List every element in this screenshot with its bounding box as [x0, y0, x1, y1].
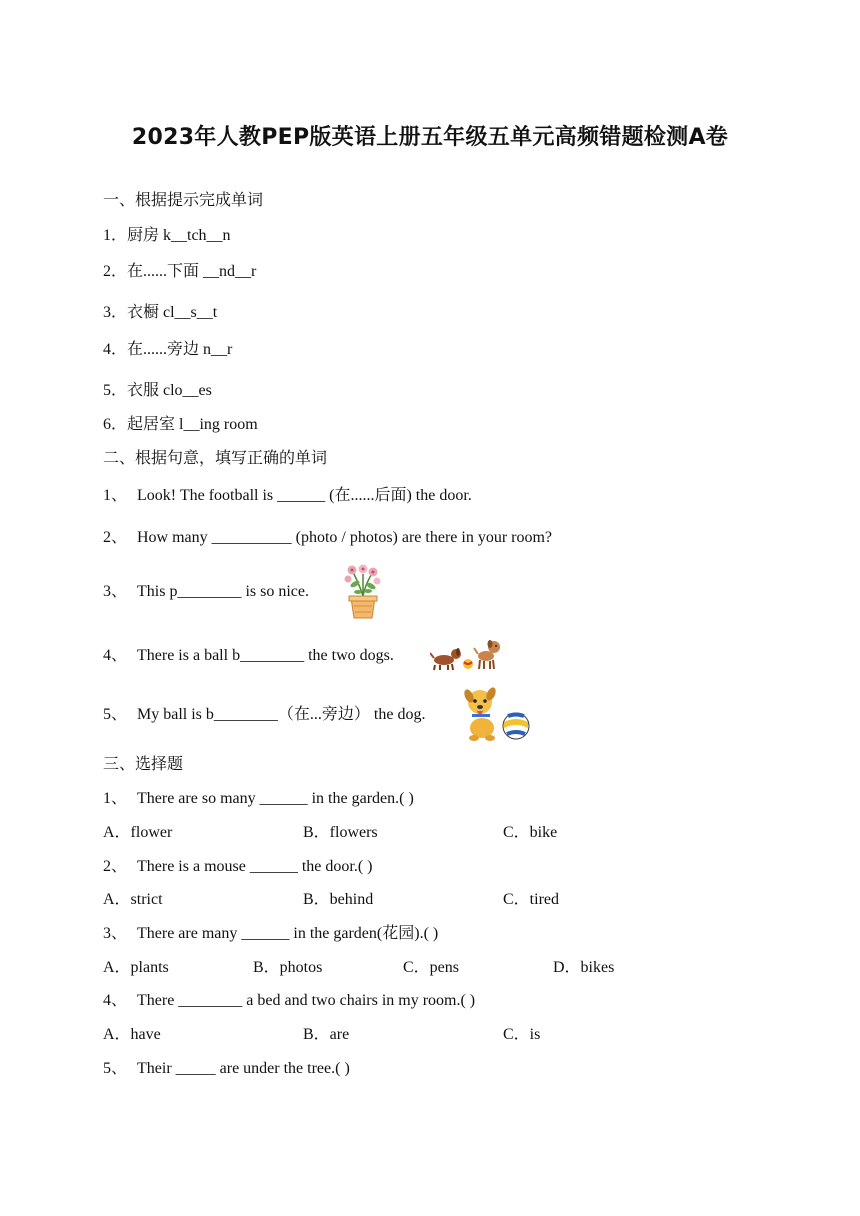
- option-b: B．photos: [253, 959, 323, 976]
- option-d: D．bikes: [553, 959, 615, 976]
- fill-item: [103, 704, 425, 726]
- item-number: 3、: [103, 583, 128, 600]
- choice-question: [103, 1058, 350, 1080]
- option-c: C．is: [503, 1026, 541, 1043]
- option-b: B．are: [303, 1026, 350, 1043]
- question-number: 1、: [103, 790, 128, 807]
- question-text: There ________ a bed and two chairs in my room.( ): [137, 992, 476, 1009]
- word-item: 1．厨房 k__tch__n: [103, 227, 231, 244]
- word-item: 4．在......旁边 n__r: [103, 341, 233, 358]
- item-text: This p________ is so nice.: [137, 583, 309, 600]
- dog-with-ball-icon: [460, 686, 532, 744]
- page-title: 2023年人教PEP版英语上册五年级五单元高频错题检测A卷: [131, 125, 729, 150]
- question-number: 3、: [103, 925, 128, 942]
- item-number: 2、: [103, 529, 128, 546]
- question-number: 4、: [103, 992, 128, 1009]
- option-b: B．behind: [303, 891, 374, 908]
- item-number: 1、: [103, 487, 128, 504]
- fill-item: [103, 645, 394, 667]
- item-text: There is a ball b________ the two dogs.: [137, 647, 394, 664]
- choice-question: [103, 788, 414, 810]
- option-a: A．flower: [103, 824, 173, 841]
- question-number: 2、: [103, 858, 128, 875]
- question-text: There are many ______ in the garden(花园).( ): [137, 925, 439, 942]
- word-item: 2．在......下面 __nd__r: [103, 263, 257, 280]
- option-a: A．plants: [103, 959, 169, 976]
- section2-heading: 二、根据句意，填写正确的单词: [103, 450, 328, 467]
- item-text: How many __________ (photo / photos) are there in your room?: [137, 529, 553, 546]
- section3-heading: 三、选择题: [103, 756, 184, 773]
- item-number: 5、: [103, 706, 128, 723]
- flower-pot-icon: [340, 560, 386, 622]
- fill-item: [103, 527, 552, 549]
- item-text: My ball is b________（在...旁边） the dog.: [137, 706, 426, 723]
- option-c: C．pens: [403, 959, 460, 976]
- choice-question: [103, 856, 373, 878]
- word-item: 3．衣橱 cl__s__t: [103, 304, 218, 321]
- word-item: 5．衣服 clo__es: [103, 382, 212, 399]
- choice-question: [103, 990, 475, 1012]
- question-text: There are so many ______ in the garden.( ): [137, 790, 414, 807]
- question-text: Their _____ are under the tree.( ): [137, 1060, 350, 1077]
- question-number: 5、: [103, 1060, 128, 1077]
- option-b: B．flowers: [303, 824, 378, 841]
- word-item: 6．起居室 l__ing room: [103, 416, 258, 433]
- item-number: 4、: [103, 647, 128, 664]
- section1-heading: 一、根据提示完成单词: [103, 192, 264, 209]
- item-text: Look! The football is ______ (在......后面) the door.: [137, 487, 472, 504]
- fill-item: [103, 485, 472, 507]
- choice-question: [103, 923, 438, 945]
- option-c: C．tired: [503, 891, 559, 908]
- two-dogs-ball-icon: [430, 636, 502, 674]
- option-c: C．bike: [503, 824, 558, 841]
- option-a: A．have: [103, 1026, 161, 1043]
- option-a: A．strict: [103, 891, 163, 908]
- fill-item: [103, 581, 309, 603]
- question-text: There is a mouse ______ the door.( ): [137, 858, 373, 875]
